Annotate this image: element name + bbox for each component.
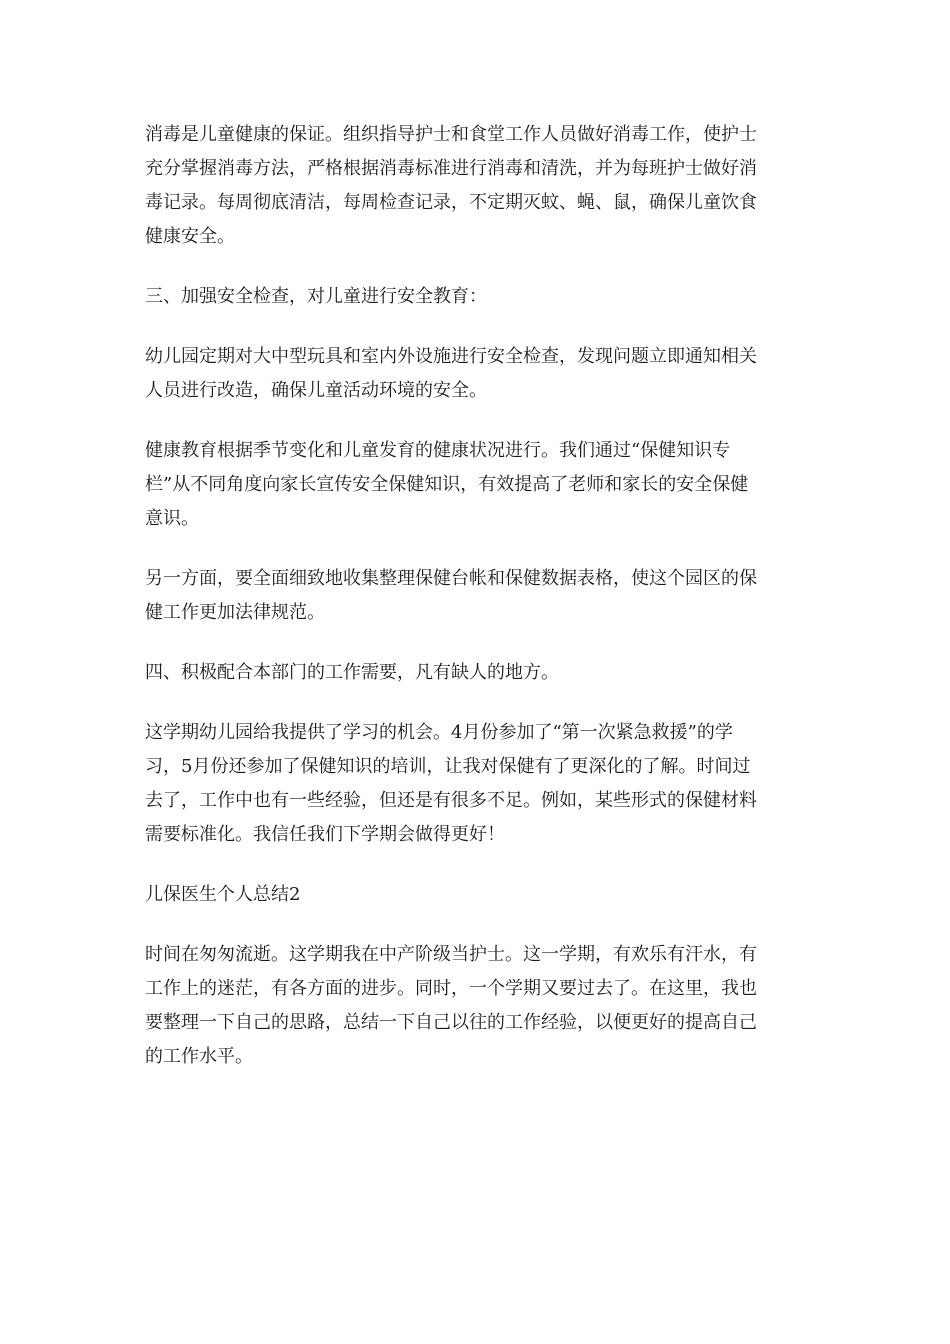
paragraph-time-passing [145, 938, 805, 1074]
summary-2-title [145, 878, 805, 912]
text-line: 要整理一下自己的思路，总结一下自己以往的工作经验，以便更好的提高自己 [145, 1012, 757, 1033]
text-line: 习，5月份还参加了保健知识的培训，让我对保健有了更深化的了解。时间过 [145, 756, 751, 777]
text-line: 健工作更加法律规范。 [145, 602, 325, 623]
paragraph-records [145, 562, 805, 630]
paragraph-disinfection [145, 118, 805, 254]
text-line: 时间在匆匆流逝。这学期我在中产阶级当护士。这一学期，有欢乐有汗水，有 [145, 944, 757, 965]
text-line: 人员进行改造，确保儿童活动环境的安全。 [145, 380, 487, 401]
text-line: 栏”从不同角度向家长宣传安全保健知识，有效提高了老师和家长的安全保健 [145, 474, 749, 495]
text-line: 儿保医生个人总结2 [145, 884, 301, 905]
paragraph-safety-check [145, 340, 805, 408]
text-line: 幼儿园定期对大中型玩具和室内外设施进行安全检查，发现问题立即通知相关 [145, 346, 757, 367]
text-line: 充分掌握消毒方法，严格根据消毒标准进行消毒和清洗，并为每班护士做好消 [145, 158, 757, 179]
text-line: 四、积极配合本部门的工作需要，凡有缺人的地方。 [145, 662, 559, 683]
text-line: 毒记录。每周彻底清洁，每周检查记录，不定期灭蚊、蝇、鼠，确保儿童饮食 [145, 192, 757, 213]
section-heading-4 [145, 656, 805, 690]
text-line: 另一方面，要全面细致地收集整理保健台帐和保健数据表格，使这个园区的保 [145, 568, 757, 589]
text-line: 这学期幼儿园给我提供了学习的机会。4月份参加了“第一次紧急救援”的学 [145, 722, 733, 743]
text-line: 意识。 [145, 508, 199, 529]
text-line: 需要标准化。我信任我们下学期会做得更好！ [145, 824, 505, 845]
text-line: 健康安全。 [145, 226, 235, 247]
text-line: 三、加强安全检查，对儿童进行安全教育： [145, 286, 487, 307]
text-line: 消毒是儿童健康的保证。组织指导护士和食堂工作人员做好消毒工作，使护士 [145, 124, 757, 145]
paragraph-health-education [145, 434, 805, 536]
text-line: 健康教育根据季节变化和儿童发育的健康状况进行。我们通过“保健知识专 [145, 440, 731, 461]
document-body [145, 118, 805, 1100]
section-heading-3 [145, 280, 805, 314]
paragraph-learning [145, 716, 805, 852]
text-line: 的工作水平。 [145, 1046, 253, 1067]
text-line: 工作上的迷茫，有各方面的进步。同时，一个学期又要过去了。在这里，我也 [145, 978, 757, 999]
text-line: 去了，工作中也有一些经验，但还是有很多不足。例如，某些形式的保健材料 [145, 790, 757, 811]
